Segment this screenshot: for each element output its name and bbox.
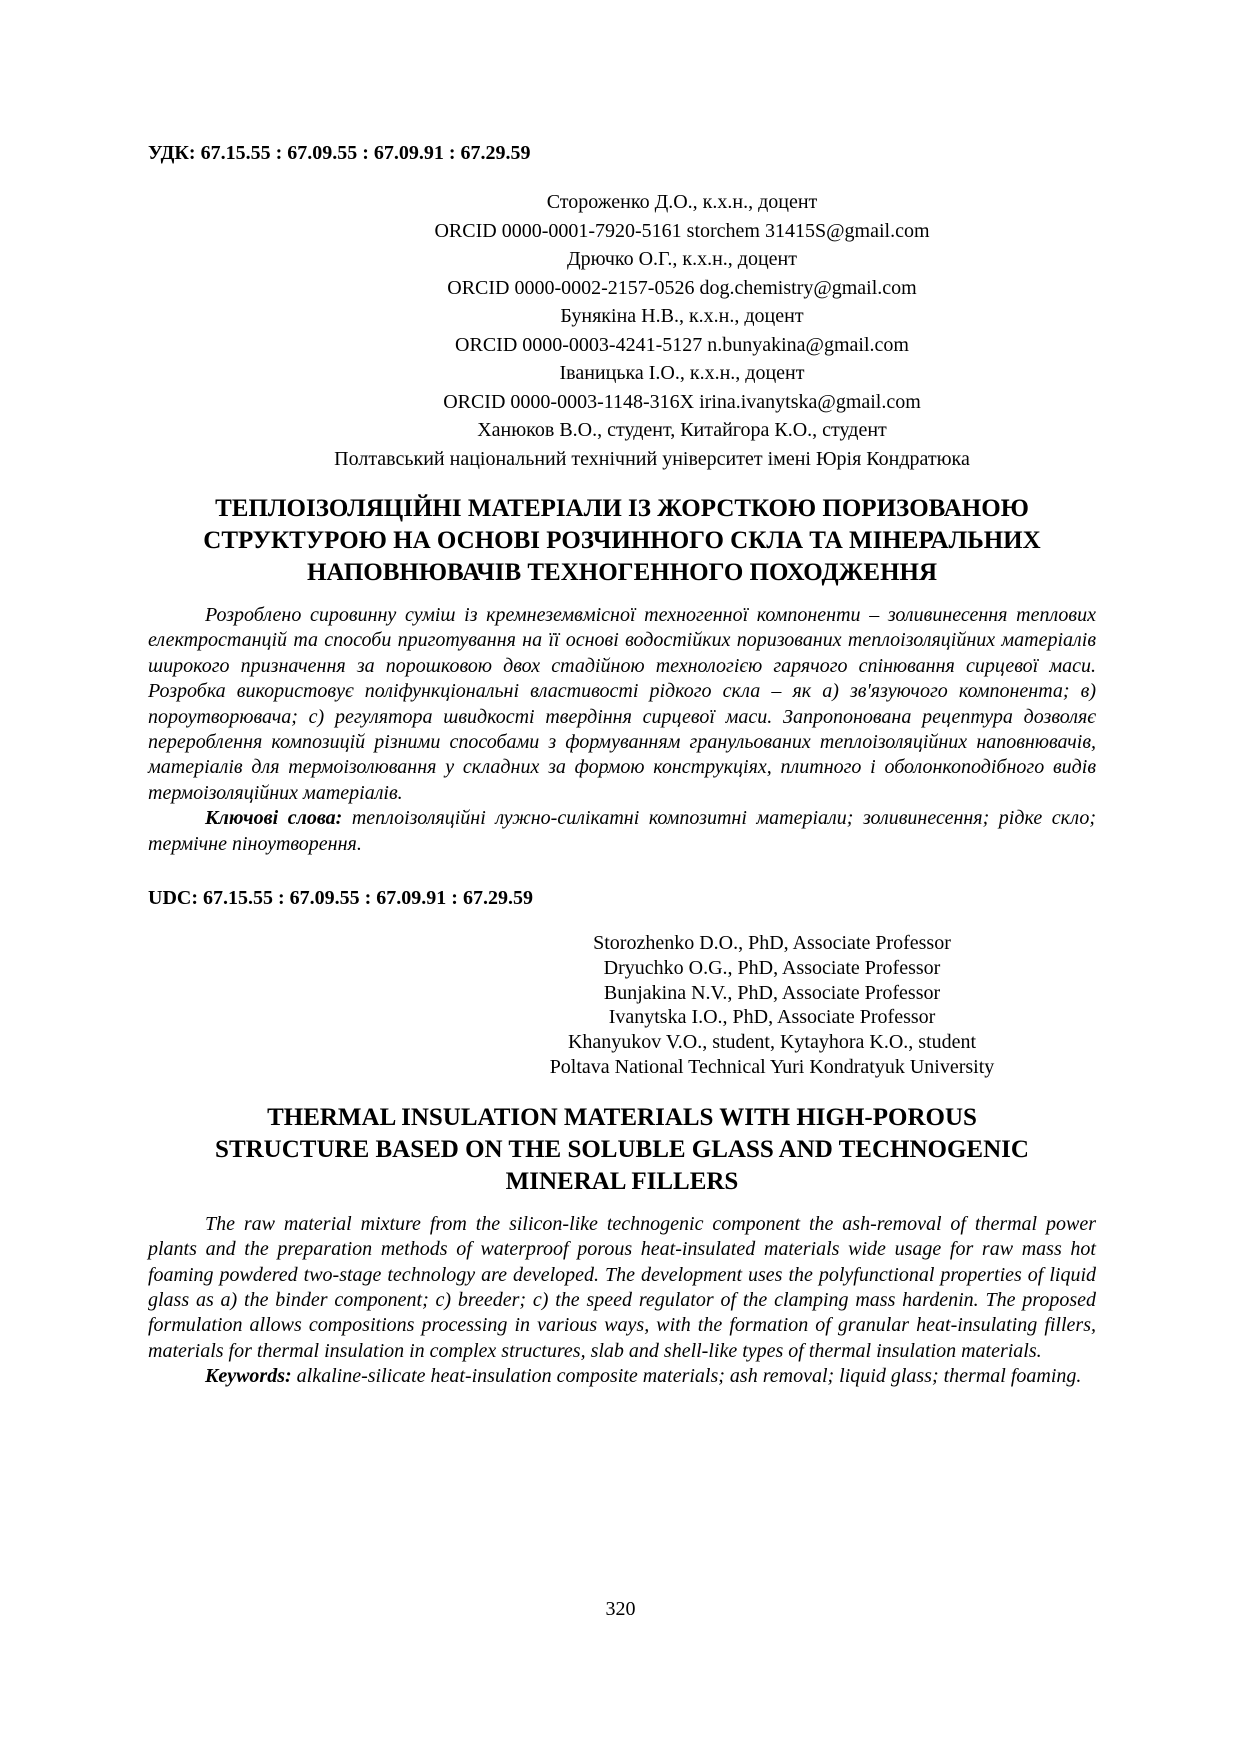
author-line: Dryuchko O.G., PhD, Associate Professor [603,956,941,979]
abstract-text: Розроблено сировинну суміш із кремнеземвмісної техногенної компоненти – золивинесення теплових електростанцій та способи приготування на її основі водостійких поризованих теплоізоляційних матеріалів широкого призначення за порошковою двох стадійною технологією гарячого спінювання сирцевої маси. Розробка використовує поліфункціональні властивості рідкого скла – як а) зв'язуючого компонента; в) пороутворювача; с) регулятора швидкості твердіння сирцевої маси. Запропонована рецептура дозволяє перероблення композицій різними способами з формуванням гранульованих теплоізоляційних наповнювачів, матеріалів для термоізолювання у складних за формою конструкціях, плитного і оболонкоподібного видів термоізоляційних матеріалів. [148,604,1096,804]
page-number: 320 [605,1598,636,1620]
author-line: Khanyukov V.O., student, Kytayhora K.O., student [567,1031,977,1054]
author-line: Storozhenko D.O., PhD, Associate Professor [593,932,951,955]
keywords-en [148,1364,1096,1389]
keywords-label: Ключові слова: [205,807,343,830]
abstract-text: The raw material mixture from the silicon-like technogenic component the ash-removal of thermal power plants and the preparation methods of waterproof porous heat-insulated materials wide usage for raw mass hot foaming powdered two-stage technology are developed. The development uses the polyfunctional properties of liquid glass as a) the binder component; c) breeder; c) the speed regulator of the clamping mass hardenin. The proposed formulation allows compositions processing in various ways, with the formation of granular heat-insulating fillers, materials for thermal insulation in complex structures, slab and shell-like types of thermal insulation materials. [148,1212,1096,1362]
author-line: Ivanytska I.O., PhD, Associate Professor [608,1006,936,1029]
paper-title-ua: ТЕПЛОІЗОЛЯЦІЙНІ МАТЕРІАЛИ ІЗ ЖОРСТКОЮ ПОРИЗОВАНОЮ СТРУКТУРОЮ НА ОСНОВІ РОЗЧИННОГО СКЛА ТА МІНЕРАЛЬНИХ НАПОВНЮВАЧІВ ТЕХНОГЕННОГО ПОХОДЖЕННЯ [203,495,1041,586]
paper-page [148,140,1096,1390]
author-line: Дрючко О.Г., к.х.н., доцент [567,248,797,270]
keywords-label: Keywords: [205,1365,292,1388]
udc-ua: УДК: 67.15.55 : 67.09.55 : 67.09.91 : 67.29.59 [148,142,531,164]
abstract-ua [148,603,1096,857]
keywords-text: теплоізоляційні лужно-силікатні композитні матеріали; золивинесення; рідке скло; термічне піноутворення. [148,807,1096,855]
orcid-line: ORCID 0000-0001-7920-5161 storchem 31415S@gmail.com [434,219,930,242]
abstract-en [148,1212,1096,1390]
orcid-line: ORCID 0000-0003-1148-316X irina.ivanytska@gmail.com [443,390,921,413]
authors-en [148,931,1096,1080]
paper-title-en: THERMAL INSULATION MATERIALS WITH HIGH-POROUS STRUCTURE BASED ON THE SOLUBLE GLASS AND TECHNOGENIC MINERAL FILLERS [215,1103,1029,1195]
affiliation: Полтавський національний технічний університет імені Юрія Кондратюка [334,447,970,470]
affiliation: Poltava National Technical Yuri Kondratyuk University [549,1056,995,1079]
keywords-text: alkaline-silicate heat-insulation composite materials; ash removal; liquid glass; thermal foaming. [296,1365,1082,1388]
udc-en: UDC: 67.15.55 : 67.09.55 : 67.09.91 : 67.29.59 [148,887,533,910]
author-line: Bunjakina N.V., PhD, Associate Professor [603,981,941,1004]
orcid-line: ORCID 0000-0003-4241-5127 n.bunyakina@gmail.com [455,333,909,356]
author-line: Ханюков В.О., студент, Китайгора К.О., студент [477,419,887,441]
author-line: Іваницька І.О., к.х.н., доцент [559,362,805,384]
author-line: Бунякіна Н.В., к.х.н., доцент [560,305,804,327]
orcid-line: ORCID 0000-0002-2157-0526 dog.chemistry@gmail.com [447,276,917,299]
author-line: Стороженко Д.О., к.х.н., доцент [546,191,818,213]
keywords-ua [148,806,1096,857]
authors-ua [148,188,1096,473]
